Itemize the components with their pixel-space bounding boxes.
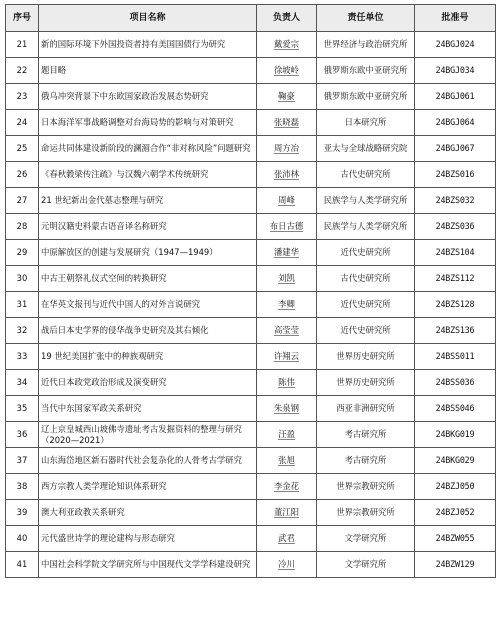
approval-number: 24BGJ034: [415, 58, 496, 84]
principal-investigator: [257, 370, 317, 396]
table-row: [6, 188, 496, 214]
responsible-unit: 俄罗斯东欧中亚研究所: [317, 58, 415, 84]
approval-number: 24BZS136: [415, 318, 496, 344]
responsible-unit: 文学研究所: [317, 552, 415, 578]
principal-investigator: [257, 58, 317, 84]
pi-name: 鞠豪: [278, 91, 295, 101]
project-title: 中古王朝祭礼仪式空间的转换研究: [39, 266, 257, 292]
table-row: [6, 292, 496, 318]
pi-name: 布日古德: [269, 221, 304, 231]
pi-name: 李金花: [273, 481, 300, 491]
principal-investigator: [257, 162, 317, 188]
pi-name: 朱泉钢: [273, 403, 300, 413]
project-title: 澳大利亚政教关系研究: [39, 500, 257, 526]
pi-name: 高莹莹: [273, 325, 300, 335]
principal-investigator: [257, 500, 317, 526]
table-row: [6, 474, 496, 500]
project-title: 命运共同体建设新阶段的澜湄合作“非对称风险”问题研究: [39, 136, 257, 162]
row-number: 39: [6, 500, 39, 526]
table-row: [6, 422, 496, 448]
table-row: [6, 162, 496, 188]
responsible-unit: 世界历史研究所: [317, 370, 415, 396]
principal-investigator: [257, 396, 317, 422]
principal-investigator: [257, 552, 317, 578]
project-title: 近代日本政党政治形成及演变研究: [39, 370, 257, 396]
approval-number: 24BZS104: [415, 240, 496, 266]
project-title: 当代中东国家军政关系研究: [39, 396, 257, 422]
approval-number: 24BGJ064: [415, 110, 496, 136]
responsible-unit: 亚太与全球战略研究院: [317, 136, 415, 162]
pi-name: 李卿: [278, 299, 295, 309]
project-title: 西方宗教人类学理论知识体系研究: [39, 474, 257, 500]
principal-investigator: [257, 526, 317, 552]
approval-number: 24BGJ024: [415, 32, 496, 58]
table-row: [6, 344, 496, 370]
responsible-unit: 世界宗教研究所: [317, 500, 415, 526]
responsible-unit: 古代史研究所: [317, 266, 415, 292]
pi-name: 许翔云: [273, 351, 300, 361]
table-row: [6, 110, 496, 136]
approval-number: 24BZJ050: [415, 474, 496, 500]
project-title: 题目略: [39, 58, 257, 84]
principal-investigator: [257, 344, 317, 370]
approval-number: 24BKG019: [415, 422, 496, 448]
principal-investigator: [257, 136, 317, 162]
table-row: [6, 266, 496, 292]
pi-name: 陈伟: [278, 377, 295, 387]
responsible-unit: 西亚非洲研究所: [317, 396, 415, 422]
project-title: 中原解放区的创建与发展研究（1947—1949）: [39, 240, 257, 266]
responsible-unit: 世界宗教研究所: [317, 474, 415, 500]
principal-investigator: [257, 214, 317, 240]
approval-number: 24BSS046: [415, 396, 496, 422]
pi-name: 冷川: [278, 559, 295, 569]
pi-name: 刘凯: [278, 273, 295, 283]
pi-name: 戴爱宗: [273, 39, 300, 49]
row-number: 33: [6, 344, 39, 370]
row-number: 23: [6, 84, 39, 110]
row-number: 30: [6, 266, 39, 292]
row-number: 40: [6, 526, 39, 552]
principal-investigator: [257, 422, 317, 448]
header-unit: 责任单位: [317, 5, 415, 32]
table-row: [6, 552, 496, 578]
principal-investigator: [257, 188, 317, 214]
project-title: 俄乌冲突背景下中东欧国家政治发展态势研究: [39, 84, 257, 110]
responsible-unit: 近代史研究所: [317, 292, 415, 318]
table-row: [6, 84, 496, 110]
project-title: 元明汉籍史料蒙古语音译名称研究: [39, 214, 257, 240]
approval-number: 24BZS016: [415, 162, 496, 188]
project-title: 日本海洋军事战略调整对台海局势的影响与对策研究: [39, 110, 257, 136]
header-title: 项目名称: [39, 5, 257, 32]
row-number: 28: [6, 214, 39, 240]
project-title: 21 世纪新出金代墓志整理与研究: [39, 188, 257, 214]
row-number: 35: [6, 396, 39, 422]
responsible-unit: 考古研究所: [317, 422, 415, 448]
approval-number: 24BZW055: [415, 526, 496, 552]
project-title: 战后日本史学界的侵华战争史研究及其右倾化: [39, 318, 257, 344]
responsible-unit: 民族学与人类学研究所: [317, 214, 415, 240]
responsible-unit: 近代史研究所: [317, 318, 415, 344]
principal-investigator: [257, 448, 317, 474]
table-row: [6, 318, 496, 344]
row-number: 22: [6, 58, 39, 84]
responsible-unit: 日本研究所: [317, 110, 415, 136]
approval-number: 24BGJ061: [415, 84, 496, 110]
responsible-unit: 近代史研究所: [317, 240, 415, 266]
pi-name: 张晓磊: [273, 117, 300, 127]
principal-investigator: [257, 84, 317, 110]
row-number: 26: [6, 162, 39, 188]
table-row: [6, 240, 496, 266]
table-row: [6, 136, 496, 162]
table-row: [6, 370, 496, 396]
header-row: [6, 5, 496, 32]
table-row: [6, 448, 496, 474]
pi-name: 张旭: [278, 455, 295, 465]
principal-investigator: [257, 110, 317, 136]
approval-number: 24BSS011: [415, 344, 496, 370]
responsible-unit: 世界历史研究所: [317, 344, 415, 370]
approval-number: 24BZS036: [415, 214, 496, 240]
project-title: 《春秋穀梁传注疏》与汉魏六朝学术传统研究: [39, 162, 257, 188]
approval-number: 24BZW129: [415, 552, 496, 578]
approval-number: 24BZS112: [415, 266, 496, 292]
principal-investigator: [257, 474, 317, 500]
approval-number: 24BKG029: [415, 448, 496, 474]
pi-name: 周峰: [278, 195, 295, 205]
table-row: [6, 58, 496, 84]
project-title: 在华英文报刊与近代中国人的对外言说研究: [39, 292, 257, 318]
responsible-unit: 古代史研究所: [317, 162, 415, 188]
principal-investigator: [257, 240, 317, 266]
pi-name: 潘建华: [273, 247, 300, 257]
pi-name: 周方冶: [273, 143, 300, 153]
pi-name: 徐坡岭: [273, 65, 300, 75]
header-pi: 负责人: [257, 5, 317, 32]
row-number: 34: [6, 370, 39, 396]
header-id: 批准号: [415, 5, 496, 32]
row-number: 25: [6, 136, 39, 162]
principal-investigator: [257, 318, 317, 344]
row-number: 38: [6, 474, 39, 500]
row-number: 41: [6, 552, 39, 578]
responsible-unit: 俄罗斯东欧中亚研究所: [317, 84, 415, 110]
pi-name: 汪盈: [278, 429, 295, 439]
row-number: 27: [6, 188, 39, 214]
table-row: [6, 500, 496, 526]
approval-number: 24BZS128: [415, 292, 496, 318]
table-row: [6, 396, 496, 422]
approval-number: 24BSS036: [415, 370, 496, 396]
table-row: [6, 526, 496, 552]
approval-number: 24BZS032: [415, 188, 496, 214]
row-number: 36: [6, 422, 39, 448]
project-title: 新的国际环境下外国投资者持有美国国债行为研究: [39, 32, 257, 58]
row-number: 24: [6, 110, 39, 136]
approval-number: 24BZJ052: [415, 500, 496, 526]
table-row: [6, 214, 496, 240]
pi-name: 武君: [278, 533, 295, 543]
pi-name: 张沛林: [273, 169, 300, 179]
responsible-unit: 世界经济与政治研究所: [317, 32, 415, 58]
row-number: 31: [6, 292, 39, 318]
pi-name: 董江阳: [273, 507, 300, 517]
row-number: 32: [6, 318, 39, 344]
principal-investigator: [257, 32, 317, 58]
row-number: 21: [6, 32, 39, 58]
project-title: 元代盛世诗学的理论建构与形态研究: [39, 526, 257, 552]
row-number: 37: [6, 448, 39, 474]
project-table: [5, 4, 496, 578]
responsible-unit: 文学研究所: [317, 526, 415, 552]
principal-investigator: [257, 292, 317, 318]
project-title: 山东海岱地区新石器时代社会复杂化的人骨考古学研究: [39, 448, 257, 474]
header-no: 序号: [6, 5, 39, 32]
project-title: 中国社会科学院文学研究所与中国现代文学学科建设研究: [39, 552, 257, 578]
table-row: [6, 32, 496, 58]
approval-number: 24BGJ067: [415, 136, 496, 162]
row-number: 29: [6, 240, 39, 266]
project-title: 辽上京皇城西山坡佛寺遗址考古发掘资料的整理与研究（2020—2021）: [39, 422, 257, 448]
responsible-unit: 民族学与人类学研究所: [317, 188, 415, 214]
project-title: 19 世纪美国扩张中的种族观研究: [39, 344, 257, 370]
principal-investigator: [257, 266, 317, 292]
table-body: [6, 32, 496, 578]
responsible-unit: 考古研究所: [317, 448, 415, 474]
